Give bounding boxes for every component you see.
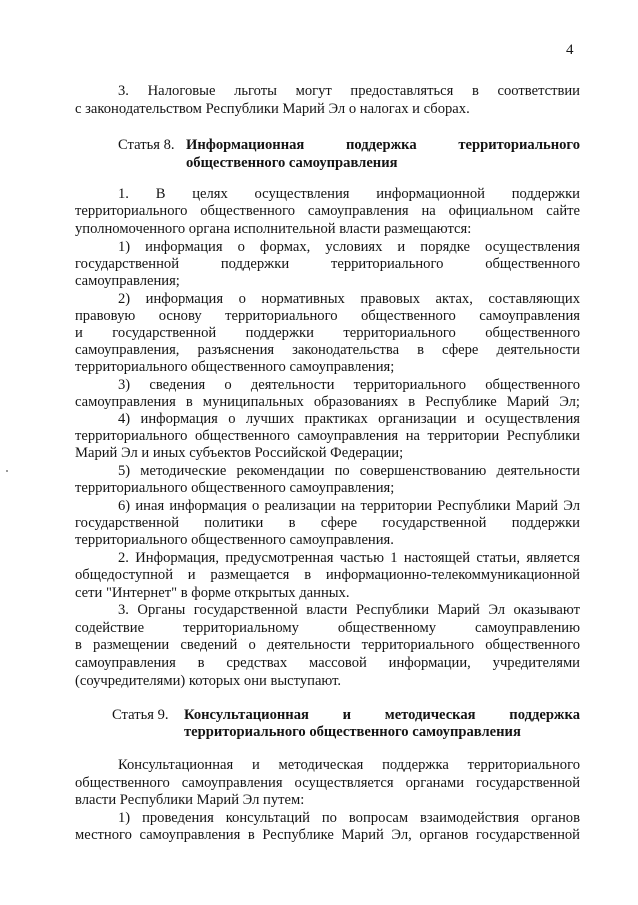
article-8-line: самоуправления в средствах массовой информации, учредителями [75, 655, 580, 671]
article-8-line: самоуправления в муниципальных образованиях в Республике Марий Эл; [75, 394, 580, 410]
article-8-line: и государственной поддержки территориального общественного [75, 325, 580, 341]
article-8-line: территориального общественного самоуправления на официальном сайте [75, 203, 580, 219]
article-8-title: Информационная поддержка территориального [186, 137, 580, 153]
article-9-label: Статья 9. [112, 707, 169, 723]
scan-mark [6, 470, 8, 472]
article-8-line: территориального общественного самоуправления на территории Республики [75, 428, 580, 444]
article-9-line: 1) проведения консультаций по вопросам взаимодействия органов [118, 810, 580, 826]
article-8-line: территориального общественного самоуправления. [75, 532, 394, 548]
article-8-line: общедоступной и размещается в информационно-телекоммуникационной [75, 567, 580, 583]
article-8-line: 4) информация о лучших практиках организации и осуществления [118, 411, 580, 427]
article-8-line: 3) сведения о деятельности территориального общественного [118, 377, 580, 393]
article-8-label: Статья 8. [118, 137, 175, 153]
article-8-line: содействие территориальному общественному самоуправлению [75, 620, 580, 636]
article-8-line: самоуправления, разъяснения законодательства в сфере деятельности [75, 342, 580, 358]
article-8-line: государственной поддержки территориального общественного [75, 256, 580, 272]
article-8-line: 2) информация о нормативных правовых актах, составляющих [118, 291, 580, 307]
article-8-line: (соучредителями) которых они выступают. [75, 673, 342, 689]
article-8-line: 6) иная информация о реализации на территории Республики Марий Эл [118, 498, 580, 514]
article-8-line: уполномоченного органа исполнительной власти размещаются: [75, 221, 472, 237]
article-8-line: в размещении сведений о деятельности территориального общественного [75, 637, 580, 653]
article-8-line: 1) информация о формах, условиях и порядке осуществления [118, 239, 580, 255]
article-9-line: местного самоуправления в Республике Марий Эл, органов государственной [75, 827, 580, 843]
article-8-line: 1. В целях осуществления информационной поддержки [118, 186, 580, 202]
article-8-line: территориального общественного самоуправления; [75, 480, 395, 496]
article-8-line: самоуправления; [75, 273, 180, 289]
article-9-line: общественного самоуправления осуществляется органами государственной [75, 775, 580, 791]
article-9-title: Консультационная и методическая поддержка [184, 707, 580, 723]
article-8-line: государственной политики в сфере государственной поддержки [75, 515, 580, 531]
paragraph-3-line: 3. Налоговые льготы могут предоставляться в соответствии [118, 83, 580, 99]
paragraph-3-line: с законодательством Республики Марий Эл о налогах и сборах. [75, 101, 470, 117]
article-8-line: сети "Интернет" в форме открытых данных. [75, 585, 350, 601]
article-9-line: власти Республики Марий Эл путем: [75, 792, 305, 808]
article-8-line: 5) методические рекомендации по совершенствованию деятельности [118, 463, 580, 479]
article-8-title: общественного самоуправления [186, 155, 398, 171]
article-9-title: территориального общественного самоуправления [184, 724, 521, 740]
page-number: 4 [566, 42, 574, 58]
article-8-line: Марий Эл и иных субъектов Российской Федерации; [75, 445, 404, 461]
article-8-line: 2. Информация, предусмотренная частью 1 настоящей статьи, является [118, 550, 580, 566]
article-8-line: территориального общественного самоуправления; [75, 359, 395, 375]
article-9-line: Консультационная и методическая поддержка территориального [118, 757, 580, 773]
article-8-line: правовую основу территориального общественного самоуправления [75, 308, 580, 324]
article-8-line: 3. Органы государственной власти Республики Марий Эл оказывают [118, 602, 580, 618]
